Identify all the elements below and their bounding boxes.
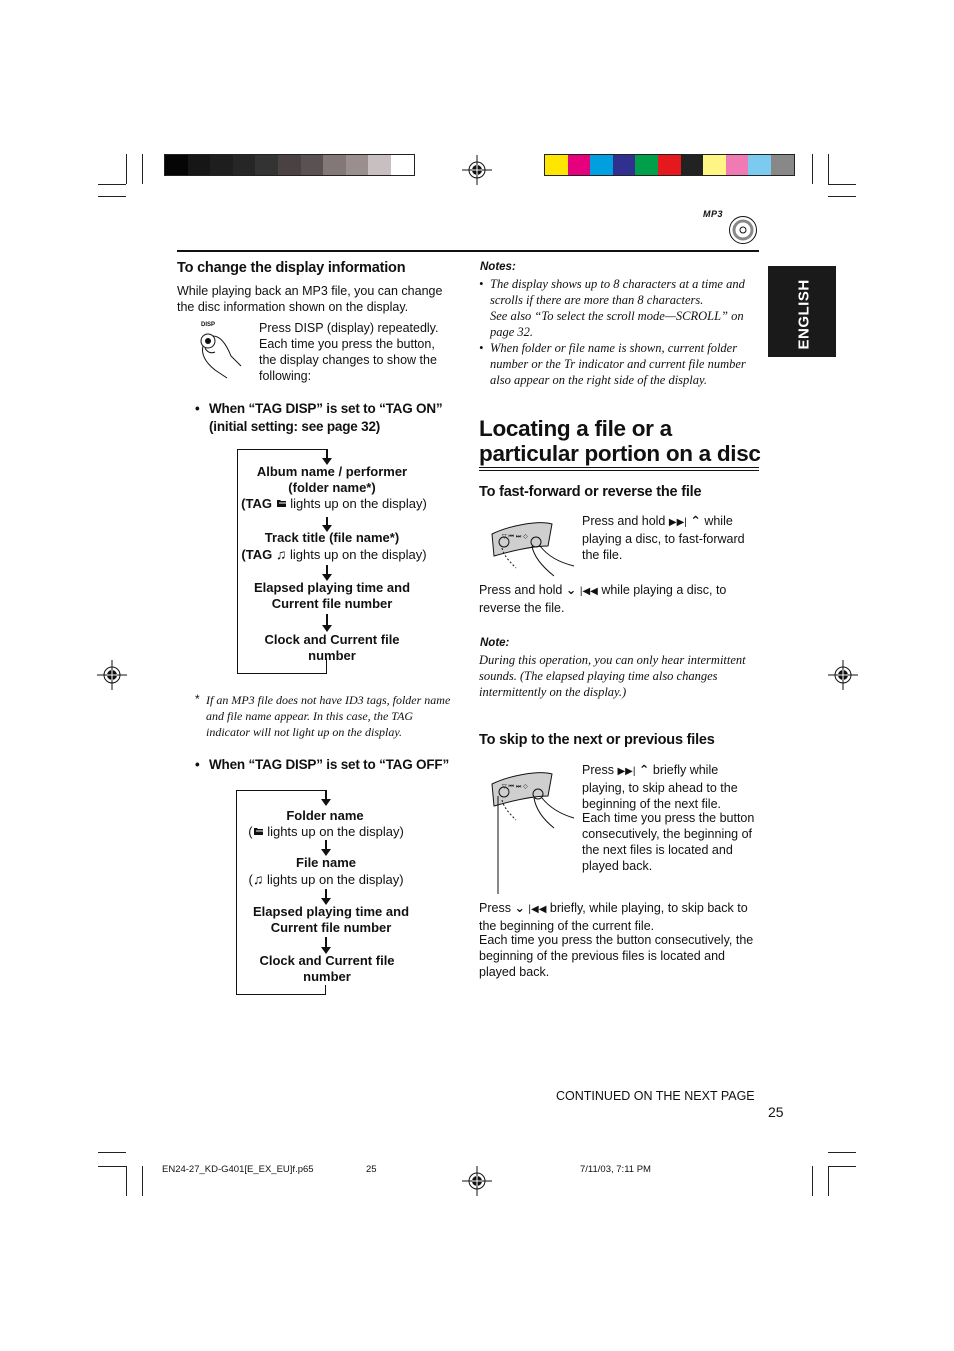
grayscale-color-bar — [164, 154, 415, 176]
next-track-icon: ▶▶| — [617, 766, 636, 777]
previous-track-icon: |◀◀ — [528, 904, 547, 915]
continued-label: CONTINUED ON THE NEXT PAGE — [556, 1089, 755, 1103]
english-language-tab: ENGLISH — [768, 266, 836, 357]
down-chevron-icon: ⌄ — [565, 583, 577, 597]
disp-button-label: DISP — [201, 322, 216, 328]
file-page: 25 — [366, 1164, 377, 1175]
color-swatch — [188, 155, 211, 175]
control-panel-hand-icon — [488, 766, 578, 896]
registration-mark-icon — [828, 660, 858, 690]
next-track-icon: ▶▶| — [668, 517, 687, 528]
fast-forward-instruction: Press and hold ▶▶| ⌃ while playing a disc, to fast-forward the file. — [582, 514, 745, 562]
color-swatch — [635, 155, 658, 175]
color-swatch — [165, 155, 188, 175]
press-disp-instruction: Press DISP (display) repeatedly. Each time you press the button, the display changes to show the following: — [259, 321, 439, 383]
title-rule — [479, 470, 759, 471]
reverse-instruction: Press and hold ⌄ |◀◀ while playing a disc, to reverse the file. — [479, 583, 727, 615]
flow2-folder-name: Folder name — [286, 808, 364, 823]
bullet-dot: • — [479, 341, 484, 355]
flow1-clock: Clock and Current file number — [264, 632, 400, 663]
down-chevron-icon: ⌄ — [514, 901, 525, 915]
process-color-bar — [544, 154, 795, 176]
flow2-elapsed-time: Elapsed playing time and Current file number — [252, 904, 410, 935]
registration-mark-icon — [97, 660, 127, 690]
registration-mark-icon — [462, 155, 492, 185]
up-chevron-icon: ⌃ — [638, 763, 650, 777]
flow2-file-note: (♫ lights up on the display) — [248, 871, 404, 887]
section-title: Locating a file or a particular portion on a disc — [479, 416, 761, 466]
mp3-label: MP3 — [703, 209, 724, 219]
color-swatch — [681, 155, 704, 175]
disc-icon — [728, 215, 758, 245]
bullet-dot: • — [479, 277, 484, 291]
tag-off-bullet: When “TAG DISP” is set to “TAG OFF” — [209, 757, 450, 772]
color-swatch — [301, 155, 324, 175]
color-swatch — [346, 155, 369, 175]
footnote-text: If an MP3 file does not have ID3 tags, folder name and file name appear. In this case, the TAG indicator will not light up on the display. — [206, 693, 451, 739]
header-rule — [177, 250, 759, 252]
color-swatch — [613, 155, 636, 175]
flow1-track-tag-note: (TAG ♫ lights up on the display) — [241, 546, 427, 562]
file-name: EN24-27_KD-G401[E_EX_EU]f.p65 — [162, 1164, 314, 1175]
flow2-clock: Clock and Current file number — [259, 953, 395, 984]
color-swatch — [545, 155, 568, 175]
intermittent-sound-note: During this operation, you can only hear intermittent sounds. (The elapsed playing time also changes intermittently on the display.) — [479, 653, 746, 699]
flow2-file-name: File name — [296, 855, 356, 870]
color-swatch — [233, 155, 256, 175]
skip-back-repeat: Each time you press the button consecutively, the beginning of the previous files is located and played back. — [479, 933, 754, 979]
color-swatch — [703, 155, 726, 175]
folder-icon — [253, 826, 264, 836]
color-swatch — [210, 155, 233, 175]
control-panel-hand-icon — [488, 516, 578, 578]
display-info-intro: While playing back an MP3 file, you can change the disc information shown on the display. — [177, 284, 443, 314]
skip-back-instruction: Press ⌄ |◀◀ briefly, while playing, to skip back to the beginning of the current file. — [479, 901, 748, 933]
fast-forward-heading: To fast-forward or reverse the file — [479, 484, 702, 500]
print-timestamp: 7/11/03, 7:11 PM — [580, 1164, 651, 1175]
flow1-album-tag-note: (TAG lights up on the display) — [241, 496, 427, 511]
finger-pressing-disp-button-icon — [197, 330, 245, 380]
color-swatch — [368, 155, 391, 175]
color-swatch — [658, 155, 681, 175]
bullet-dot: • — [195, 757, 200, 772]
folder-icon — [276, 498, 287, 508]
color-swatch — [278, 155, 301, 175]
note-folder-number: When folder or file name is shown, current folder number or the Tr indicator and current file number also appear on the right side of the display. — [490, 341, 746, 387]
note-scroll-see-also: See also “To select the scroll mode—SCROLL” on page 32. — [490, 309, 744, 339]
skip-forward-instruction: Press ▶▶| ⌃ briefly while playing, to skip ahead to the beginning of the next file. — [582, 763, 738, 811]
svg-text:▽ ⏮ ⏭ ◇: ▽ ⏮ ⏭ ◇ — [502, 533, 528, 540]
flow1-elapsed-time: Elapsed playing time and Current file number — [253, 580, 411, 611]
note-scroll: The display shows up to 8 characters at a time and scrolls if there are more than 8 characters. — [490, 277, 745, 307]
note-heading: Note: — [480, 637, 510, 649]
music-note-icon: ♫ — [275, 546, 287, 562]
flow1-track-title: Track title (file name*) — [264, 530, 400, 545]
skip-forward-repeat: Each time you press the button consecutively, the beginning of the next files is located and played back. — [582, 811, 755, 873]
previous-track-icon: |◀◀ — [579, 586, 598, 597]
color-swatch — [255, 155, 278, 175]
flow2-folder-note: ( lights up on the display) — [248, 824, 404, 839]
skip-files-heading: To skip to the next or previous files — [479, 732, 715, 748]
bullet-dot: • — [195, 401, 200, 416]
color-swatch — [748, 155, 771, 175]
registration-mark-icon — [462, 1166, 492, 1196]
color-swatch — [568, 155, 591, 175]
footnote-mark: * — [195, 692, 200, 706]
color-swatch — [590, 155, 613, 175]
svg-text:▽ ⏮ ⏭ ◇: ▽ ⏮ ⏭ ◇ — [502, 783, 528, 790]
page-number: 25 — [768, 1104, 784, 1120]
flow1-album-name: Album name / performer (folder name*) — [256, 464, 408, 495]
color-swatch — [726, 155, 749, 175]
color-swatch — [391, 155, 414, 175]
title-rule — [479, 467, 759, 468]
tag-on-bullet: When “TAG DISP” is set to “TAG ON” (initial setting: see page 32) — [209, 401, 443, 434]
color-swatch — [771, 155, 794, 175]
music-note-icon: ♫ — [252, 871, 264, 887]
up-chevron-icon: ⌃ — [690, 514, 701, 528]
notes-heading: Notes: — [480, 261, 516, 273]
display-info-heading: To change the display information — [177, 260, 406, 276]
color-swatch — [323, 155, 346, 175]
